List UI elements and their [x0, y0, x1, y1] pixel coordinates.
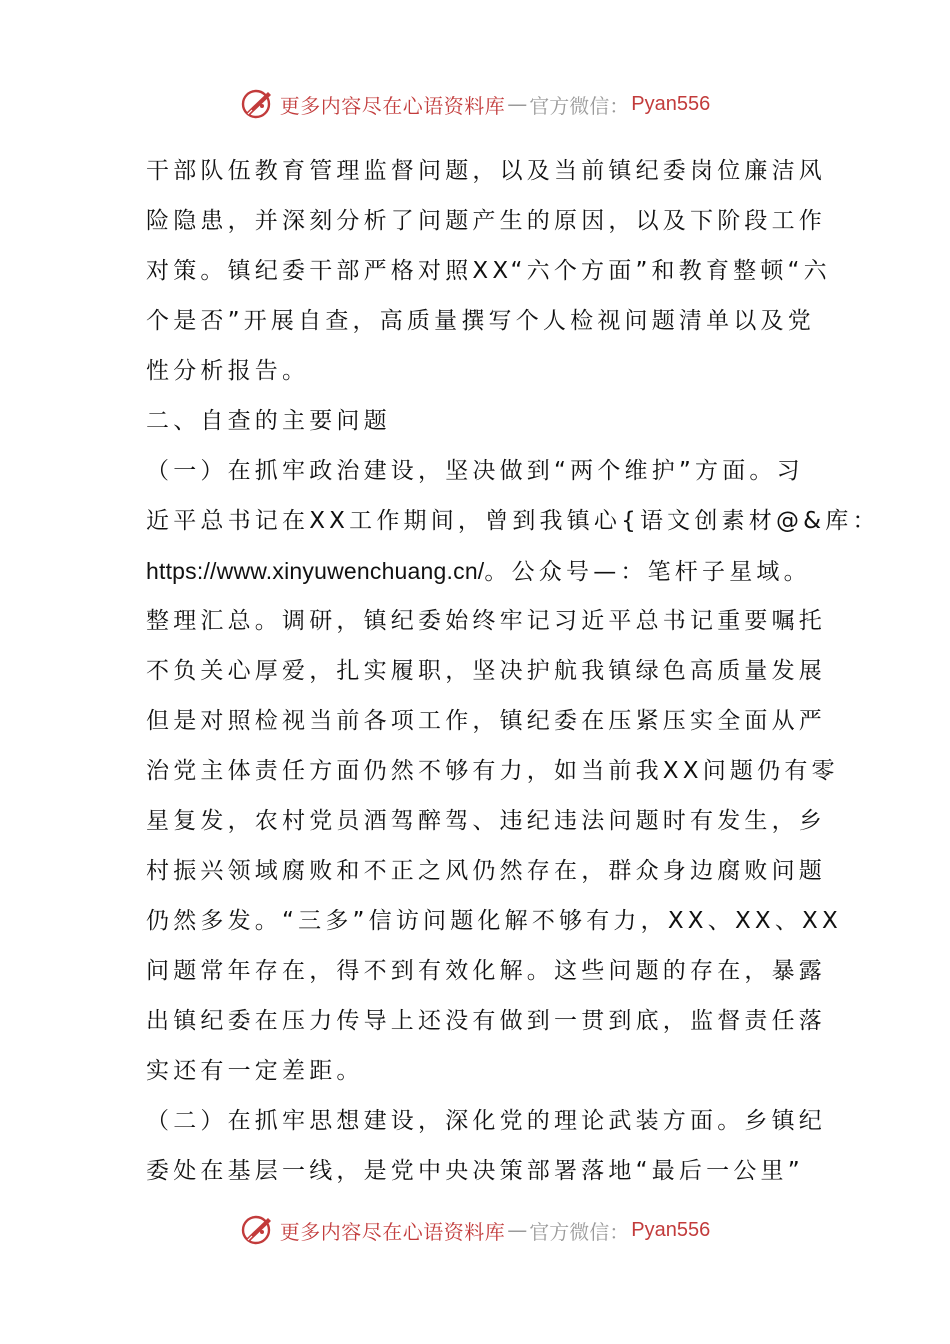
body-line: 对策。镇纪委干部严格对照XX“六个方面”和教育整顿“六 [146, 258, 831, 284]
body-line: 实还有一定差距。 [146, 1058, 364, 1084]
url-line [146, 546, 811, 596]
section-heading: 二、自查的主要问题 [146, 408, 391, 434]
document-body [146, 146, 880, 1196]
header-brand-text: 更多内容尽在心语资料库 [279, 93, 506, 118]
pen-logo-icon [240, 1212, 276, 1248]
footer-brand-text: 更多内容尽在心语资料库 [279, 1219, 506, 1244]
body-line: 整理汇总。调研，镇纪委始终牢记习近平总书记重要嘱托 [146, 608, 826, 634]
footer-separator: — [507, 1218, 528, 1242]
body-line: 治党主体责任方面仍然不够有力，如当前我XX问题仍有零 [146, 758, 839, 784]
body-line: 个是否”开展自查，高质量撰写个人检视问题清单以及党 [146, 308, 815, 334]
body-line: 不负关心厚爱，扎实履职，坚决护航我镇绿色高质量发展 [146, 658, 826, 684]
body-line: 出镇纪委在压力传导上还没有做到一贯到底，监督责任落 [146, 1008, 826, 1034]
body-line: 干部队伍教育管理监督问题，以及当前镇纪委岗位廉洁风 [146, 158, 826, 184]
footer-wechat-id: Pyan556 [631, 1218, 711, 1241]
body-line: 问题常年存在，得不到有效化解。这些问题的存在，暴露 [146, 958, 826, 984]
body-line: 险隐患，并深刻分析了问题产生的原因，以及下阶段工作 [146, 208, 826, 234]
header-wechat-label: 官方微信： [529, 93, 630, 118]
body-line: 近平总书记在XX工作期间，曾到我镇心{语文创素材@&库： [146, 508, 880, 534]
body-line: 村振兴领域腐败和不正之风仍然存在，群众身边腐败问题 [146, 858, 826, 884]
body-line: 星复发，农村党员酒驾醉驾、违纪违法问题时有发生，乡 [146, 808, 826, 834]
footer-wechat-label: 官方微信： [529, 1219, 630, 1244]
body-line: 但是对照检视当前各项工作，镇纪委在压紧压实全面从严 [146, 708, 826, 734]
url-line-suffix: 。公众号—：笔杆子星域。 [484, 559, 811, 585]
header-separator: — [507, 92, 528, 116]
body-line: 仍然多发。“三多”信访问题化解不够有力，XX、XX、XX [146, 908, 842, 934]
body-line: （二）在抓牢思想建设，深化党的理论武装方面。乡镇纪 [146, 1108, 826, 1134]
source-url-link[interactable]: https://www.xinyuwenchuang.cn/ [146, 558, 485, 584]
body-line: 委处在基层一线，是党中央决策部署落地“最后一公里” [146, 1158, 804, 1184]
pen-logo-icon [240, 86, 276, 122]
footer-banner [0, 1210, 950, 1250]
body-line: （一）在抓牢政治建设，坚决做到“两个维护”方面。习 [146, 458, 804, 484]
header-wechat-id: Pyan556 [631, 92, 711, 115]
header-banner [0, 84, 950, 124]
body-line: 性分析报告。 [146, 358, 310, 384]
